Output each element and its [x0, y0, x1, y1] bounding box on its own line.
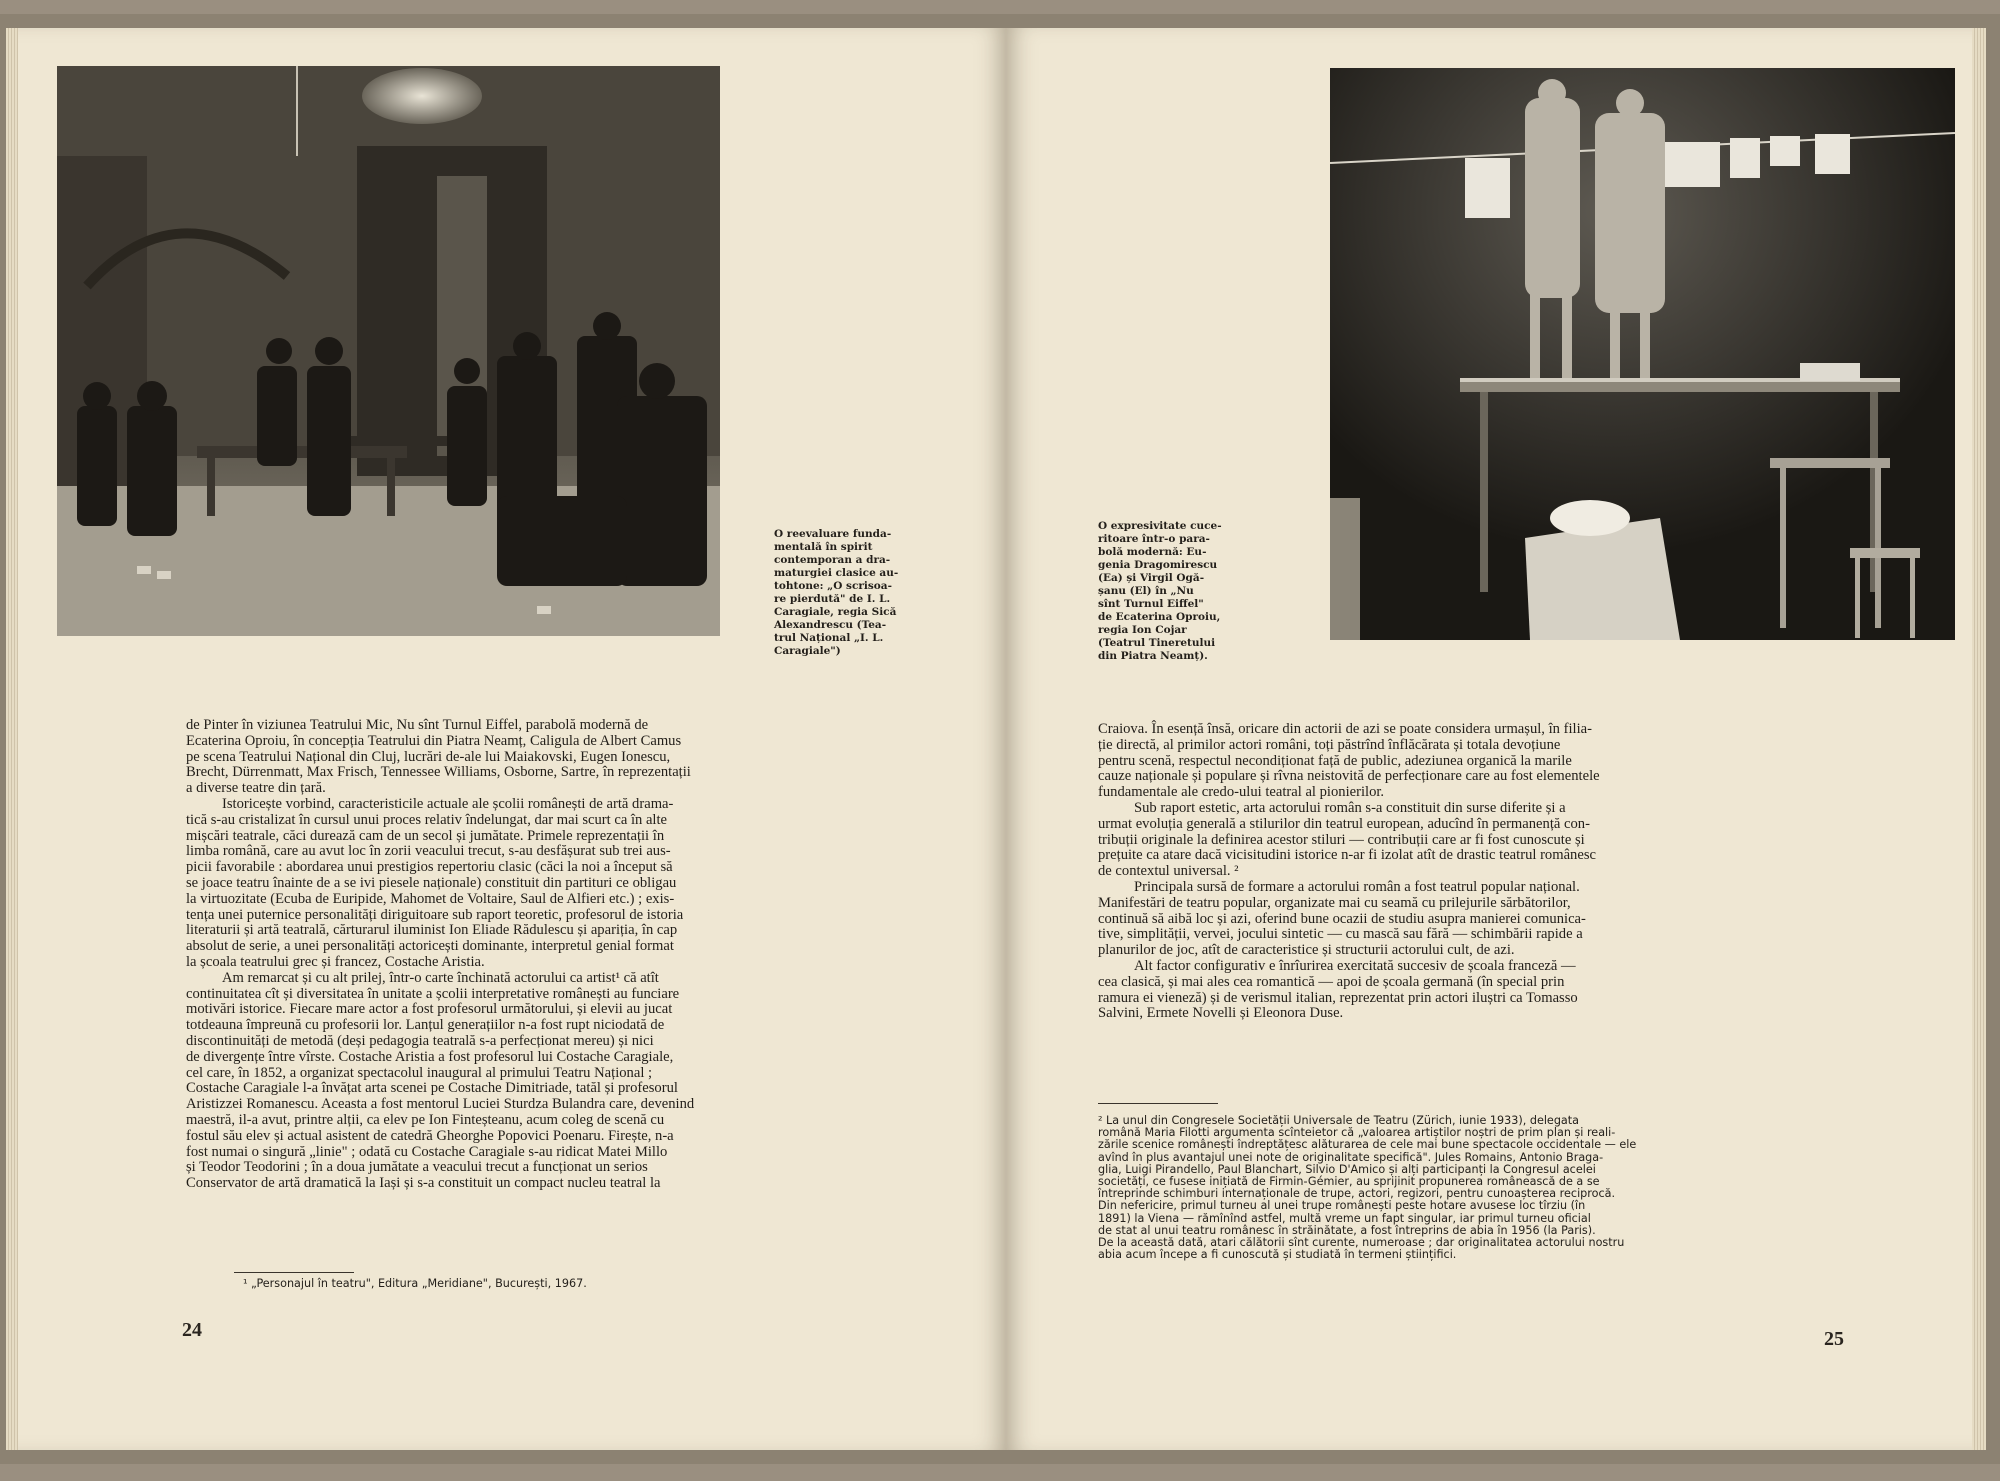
caption-right-line: șanu (El) în „Nu [1098, 585, 1194, 597]
body-left-line: la virtuozitate (Ecuba de Euripide, Mahomet de Voltaire, Saul de Alfieri etc.) ; exis- [186, 890, 675, 907]
body-left-line: limba română, care au avut loc în zorii veacului trecut, s-au desfășurat sub trei aus- [186, 843, 671, 860]
body-right-line: Manifestări de teatru popular, organizate mai cu seamă cu prilejurile sărbătorilor, [1098, 894, 1571, 911]
body-right-line: urmat evoluția generală a stilurilor din teatrul european, aducînd în permanență con- [1098, 815, 1590, 832]
body-left-line: Am remarcat și cu alt prilej, într-o carte închinată actorului ca artist¹ că atît [222, 969, 659, 986]
caption-right-line: (Teatrul Tineretului [1098, 637, 1216, 649]
body-right-line: cea clasică, și mai ales cea romantică — apoi de școala germană (în special prin [1098, 973, 1565, 990]
body-left-line: și Teodor Teodorini ; în a doua jumătate a veacului trecut a funcționat un serios [186, 1159, 648, 1176]
footnote-right-line: De la această dată, atari călătorii sînt curente, numeroase ; dar originalitatea actorului nostru [1098, 1236, 1625, 1250]
body-left-line: tică s-au cristalizat în cursul unui proces relativ îndelungat, dar mai scurt ca în alte [186, 811, 668, 828]
body-right-line: pentru scenă, respectul necondiționat față de public, adeziunea organică la marile [1098, 752, 1572, 769]
photo-caption-right [1098, 520, 1273, 663]
caption-left-line: tohtone: „O scrisoa- [774, 580, 892, 592]
body-right-line: ție directă, al primilor actori români, toți păstrînd înflăcărata și totala devoțiune [1098, 736, 1561, 753]
footnote-right-line: glia, Luigi Pirandello, Paul Blanchart, Silvio D'Amico și alți participanți la Congresul acelei [1098, 1162, 1596, 1176]
body-left-line: fostul său elev și actual asistent de catedră Gheorghe Popovici Poenaru. Firește, n-a [186, 1127, 674, 1144]
body-right-line: Sub raport estetic, arta actorului român s-a constituit din surse diferite și a [1134, 799, 1566, 816]
body-left-line: la școala teatrului grec și francez, Costache Aristia. [186, 953, 485, 970]
footnote-right-line: societăți, ce fusese inițiată de Firmin-Gémier, au sprijinit propunerea românească de a se [1098, 1175, 1600, 1189]
footnote-right-line: Din nefericire, primul turneu al unei trupe românești peste hotare avusese loc tîrziu (în [1098, 1199, 1586, 1213]
page-number-left: 24 [182, 1319, 202, 1341]
right-footnote [1098, 1115, 1858, 1261]
caption-right-line: genia Dragomirescu [1098, 559, 1218, 571]
body-left-line: continuitatea cît și diversitatea în unitate a școlii interpretative românești au funciare [186, 985, 680, 1002]
photo-caption-left [774, 528, 949, 658]
caption-right-line: regia Ion Cojar [1098, 624, 1187, 636]
body-left-line: Istoricește vorbind, caracteristicile actuale ale școlii românești de artă drama- [222, 795, 674, 812]
footnote-right-line: întreprinde schimburi internaționale de trupe, actori, regizori, pentru cunoașterea reciprocă. [1098, 1187, 1616, 1201]
body-left-line: totdeauna împreună cu profesorii lor. Lanțul generațiilor n-a fost rupt niciodată de [186, 1017, 665, 1034]
body-left-line: Brecht, Dürrenmatt, Max Frisch, Tennessee Williams, Osborne, Sartre, în reprezentații [186, 764, 691, 781]
body-left-line: de divergențe între vîrste. Costache Aristia a fost profesorul lui Costache Caragiale, [186, 1048, 674, 1065]
body-left-line: Costache Caragiale l-a învățat arta scenei pe Costache Dimitriade, tatăl și profesorul [186, 1080, 678, 1097]
stage-photo-image [57, 66, 720, 636]
body-right-line: Craiova. În esență însă, oricare din actorii de azi se poate considera urmașul, în filia- [1098, 721, 1592, 737]
body-left-line: se joace teatru înainte de a se ivi piesele naționale) constituit din partituri ce obligau [186, 874, 677, 891]
stage-photo-turnul-eiffel [1330, 68, 1955, 640]
body-left-line: motivări istorice. Fiecare mare actor a fost profesorul următorului, și elevii au jucat [186, 1001, 673, 1018]
caption-right-line: de Ecaterina Oproiu, [1098, 611, 1221, 623]
footnote-right-line: avînd în plus avantajul unei note de originalitate specifică". Jules Romains, Antonio Braga- [1098, 1150, 1604, 1164]
body-left-line: absolut de serie, a unei personalități actoricești dominante, interpretul genial format [186, 938, 674, 955]
body-left-line: de Pinter în viziunea Teatrului Mic, Nu sînt Turnul Eiffel, parabolă modernă de [186, 717, 649, 733]
caption-left-line: mentală în spirit [774, 541, 873, 553]
body-left-line: cel care, în 1852, a organizat spectacolul inaugural al primului Teatru Național ; [186, 1064, 653, 1081]
body-left-line: pe scena Teatrului Național din Cluj, lucrări de-ale lui Maiakovski, Eugen Ionescu, [186, 748, 671, 765]
body-left-line: fost numai o singură „linie" ; odată cu Costache Caragiale s-au ridicat Matei Millo [186, 1143, 668, 1160]
caption-right-line: ritoare într-o para- [1098, 533, 1210, 545]
body-right-line: prețuite ca atare dacă vicisitudini istorice n-ar fi izolat atît de drastic teatrul românesc [1098, 847, 1596, 864]
body-left-line: mișcări teatrale, căci durează cam de un secol și jumătate. Primele reprezentații în [186, 827, 665, 844]
left-page-edges [6, 28, 18, 1450]
footnote-right-line: de stat al unui teatru românesc în străinătate, a fost întreprins de abia în 1956 (la Paris). [1098, 1223, 1596, 1237]
body-right-line: fundamentale ale credo-ului teatral al pionierilor. [1098, 784, 1385, 801]
body-left-line: Conservator de artă dramatică la Iași și s-a constituit un compact nucleu teatral la [186, 1175, 661, 1192]
footnote-right-line: abia acum începe a fi cunoscută și studiată în termeni științifici. [1098, 1248, 1457, 1262]
caption-left-line: contemporan a dra- [774, 554, 891, 566]
body-right-line: tribuții originale la definirea acestor stiluri — contribuții care ar fi fost cunoscute și [1098, 831, 1585, 848]
left-page [6, 28, 1006, 1450]
body-right-line: Principala sursă de formare a actorului român a fost teatrul popular național. [1134, 878, 1580, 895]
body-left-line: Aristizzei Romanescu. Aceasta a fost mentorul Luciei Sturdza Bulandra care, devenind [186, 1096, 695, 1113]
footnote-right-line: 1891) la Viena — rămînînd astfel, multă vreme un fapt singular, iar primul turneu oficial [1098, 1211, 1591, 1225]
footnote-right-line: ² La unul din Congresele Societății Universale de Teatru (Zürich, iunie 1933), delegata [1098, 1114, 1580, 1127]
body-right-line: continuă să aibă loc și azi, oferind bune ocazii de studiu asupra manierei comunica- [1098, 910, 1586, 927]
body-right-line: Alt factor configurativ e înrîurirea exercitată succesiv de școala franceză — [1134, 957, 1576, 974]
left-footnote [243, 1278, 763, 1290]
body-right-line: cauze naționale și populare și rîvna neistovită de perfecționare care au fost elementele [1098, 768, 1600, 785]
caption-left-line: trul Național „I. L. [774, 632, 884, 644]
body-left-line: literaturii și artă teatrală, cărturarul iluminist Ion Eliade Rădulescu și apariția, în cap [186, 922, 678, 939]
stage-photo-scrisoare-pierduta [57, 66, 720, 636]
page-number-right: 25 [1824, 1328, 1844, 1350]
caption-right-line: din Piatra Neamț). [1098, 650, 1208, 662]
body-right-line: de contextul universal. ² [1098, 863, 1239, 880]
body-right-line: Salvini, Ermete Novelli și Eleonora Duse. [1098, 1005, 1344, 1022]
caption-right-line: (Ea) și Virgil Ogă- [1098, 572, 1205, 584]
body-right-line: ramura ei vieneză) și de verismul italian, reprezentat prin actori iluștri ca Tomasso [1098, 989, 1578, 1006]
caption-left-line: Caragiale, regia Sică [774, 606, 897, 618]
body-left-line: a diverse teatre din țară. [186, 780, 326, 797]
right-page-edges [1972, 28, 1986, 1450]
body-left-line: maestră, il-a avut, printre alții, ca elev pe Ion Finteșteanu, acum coleg de scenă cu [186, 1111, 665, 1128]
footnote-right-line: zările scenice românești îndreptățesc alăturarea de cele mai bune spectacole occidentale — ele [1098, 1138, 1637, 1152]
body-left-line: discontinuități de metodă (deși pedagogia teatrală s-a perfecționat mereu) și nici [186, 1032, 654, 1049]
caption-left-line: O reevaluare funda- [774, 528, 892, 540]
caption-left-line: maturgiei clasice au- [774, 567, 899, 579]
caption-left-line: Alexandrescu (Tea- [774, 619, 887, 631]
left-footnote-text: ¹ „Personajul în teatru", Editura „Meridiane", București, 1967. [243, 1277, 587, 1290]
body-left-line: Ecaterina Oproiu, în concepția Teatrului din Piatra Neamț, Caligula de Albert Camus [186, 732, 682, 749]
body-right-line: tive, simplității, vervei, jocului sintetic — cu mască sau fără — schimbării rapide a [1098, 926, 1583, 943]
caption-left-line: Caragiale") [774, 645, 841, 657]
caption-right-line: sînt Turnul Eiffel" [1098, 598, 1204, 610]
body-left-line: picii favorabile : abordarea unui prestigios repertoriu clasic (căci la noi a început să [186, 859, 673, 876]
right-body-text [1098, 722, 1843, 1022]
body-left-line: tența unei puternice personalități diriguitoare sub raport teoretic, profesorul de istoria [186, 906, 684, 923]
body-right-line: planurilor de joc, atît de caracteristice și structurii actorului cult, de azi. [1098, 942, 1515, 959]
footnote-right-line: română Maria Filotti argumenta scînteietor că „valoarea artiștilor noștri de prim plan și reali- [1098, 1126, 1616, 1140]
caption-right-line: O expresivitate cuce- [1098, 520, 1222, 532]
right-footnote-rule [1098, 1103, 1218, 1104]
stage-photo-image [1330, 68, 1955, 640]
caption-right-line: bolă modernă: Eu- [1098, 546, 1207, 558]
left-footnote-rule [234, 1272, 354, 1273]
right-page [1006, 28, 1986, 1450]
caption-left-line: re pierdută" de I. L. [774, 593, 891, 605]
left-body-text [186, 718, 936, 1192]
